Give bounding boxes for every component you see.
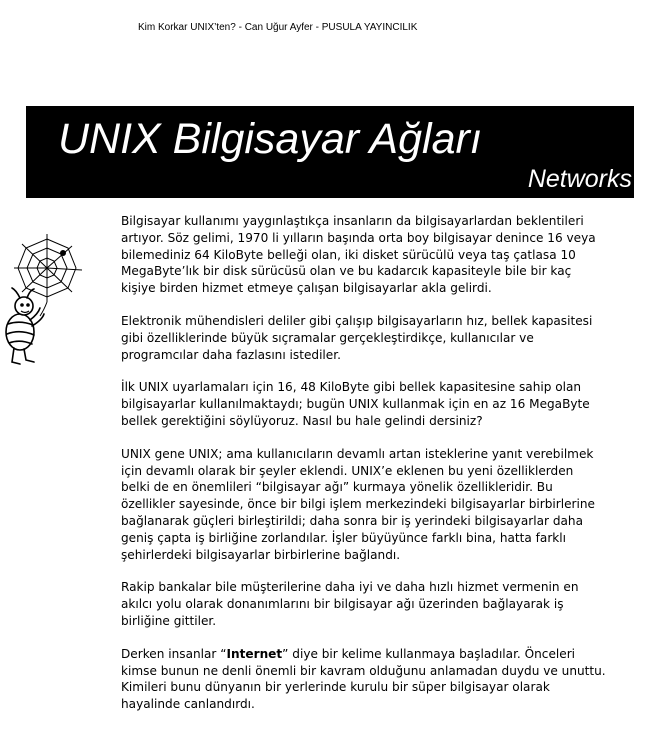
title-banner	[26, 106, 634, 198]
text-line: birliğine gittiler.	[121, 613, 217, 628]
text-line: belki de en önemlileri “bilgisayar ağı” kurmaya yönelik özellikleridir. Bu	[121, 480, 553, 495]
text-line: bellek gerektiğini söylüyoruz. Nasıl bu hale gelindi dersiniz?	[121, 413, 483, 428]
text-line: gibi özelliklerinde büyük sıçramalar gerçekleştirdikçe, kullanıcılar ve	[121, 330, 534, 345]
paragraph	[121, 379, 643, 429]
text-line: Elektronik mühendisleri deliler gibi çalışıp bilgisayarların hız, bellek kapasitesi	[121, 313, 593, 328]
chapter-subtitle: Networks	[527, 165, 632, 193]
text-line: bilgisayarlar kullanılmaktaydı; bugün UNIX kullanmak için en az 16 MegaByte	[121, 397, 590, 412]
text-line: MegaByte’lık bir disk sürücüsü olan ve bu kadarcık kapasiteyle bile bir kaç	[121, 264, 572, 279]
paragraph	[121, 213, 643, 297]
text-segment: ” diye bir kelime kullanmaya başladılar. Önceleri	[282, 646, 576, 661]
paragraph	[121, 646, 643, 713]
text-line: şehirlerdeki bilgisayarlar birbirlerine bağlandı.	[121, 547, 401, 562]
text-line: özellikler sayesinde, önce bir bilgi işlem merkezindeki bilgisayarlar birbirlerine	[121, 497, 595, 512]
text-line: kimse bunun ne denli önemli bir kavram olduğunu anlamadan duydu ve unuttu.	[121, 663, 606, 678]
text-line: bilemediniz 64 KiloByte belleği olan, iki disket sürücülü veya taş çatlasa 10	[121, 247, 576, 262]
paragraph	[121, 579, 643, 629]
text-line: programcılar daha fazlasını istediler.	[121, 347, 341, 362]
text-line: için devamlı olarak bir şeyler eklendi. UNIX’e eklenen bu yeni özelliklerden	[121, 463, 574, 478]
text-line: Bilgisayar kullanımı yaygınlaştıkça insanların da bilgisayarlardan beklentileri	[121, 214, 584, 228]
text-line: kişiye birden hizmet etmeye çalışan bilgisayarlar akla gelirdi.	[121, 281, 492, 296]
text-line: geniş çapta iş birliğine zorlandılar. İşler büyüyünce farklı bina, hatta farklı	[121, 530, 567, 545]
text-line: bağlanarak güçleri birleştirildi; daha sonra bir iş yerindeki bilgisayarlar daha	[121, 513, 583, 528]
text-line: Rakip bankalar bile müşterilerine daha iyi ve daha hızlı hizmet vermenin en	[121, 580, 579, 595]
chapter-title: UNIX Bilgisayar Ağları	[58, 115, 482, 163]
text-line	[121, 646, 643, 663]
running-header: Kim Korkar UNIX’ten? - Can Uğur Ayfer - PUSULA YAYINCILIK	[138, 22, 418, 33]
text-line: Kimileri bunu dünyanın bir yerlerinde kurulu bir süper bilgisayar olarak	[121, 680, 550, 695]
internet-term: Internet	[226, 646, 283, 661]
paragraph	[121, 446, 643, 564]
text-line: akılcı yolu olarak donanımlarını bir bilgisayar ağı üzerinden bağlayarak iş	[121, 597, 564, 612]
paragraph	[121, 313, 643, 363]
text-line: artıyor. Söz gelimi, 1970 li yılların başında orta boy bilgisayar denince 16 veya	[121, 230, 596, 245]
text-line: İlk UNIX uyarlamaları için 16, 48 KiloByte gibi bellek kapasitesine sahip olan	[121, 380, 582, 395]
text-line: UNIX gene UNIX; ama kullanıcıların devamlı artan isteklerine yanıt verebilmek	[121, 446, 594, 461]
spider-web-character-icon	[0, 228, 96, 368]
article-body	[121, 213, 643, 729]
text-segment: Derken insanlar “	[121, 646, 227, 661]
text-line: hayalinde canlandırdı.	[121, 697, 255, 712]
